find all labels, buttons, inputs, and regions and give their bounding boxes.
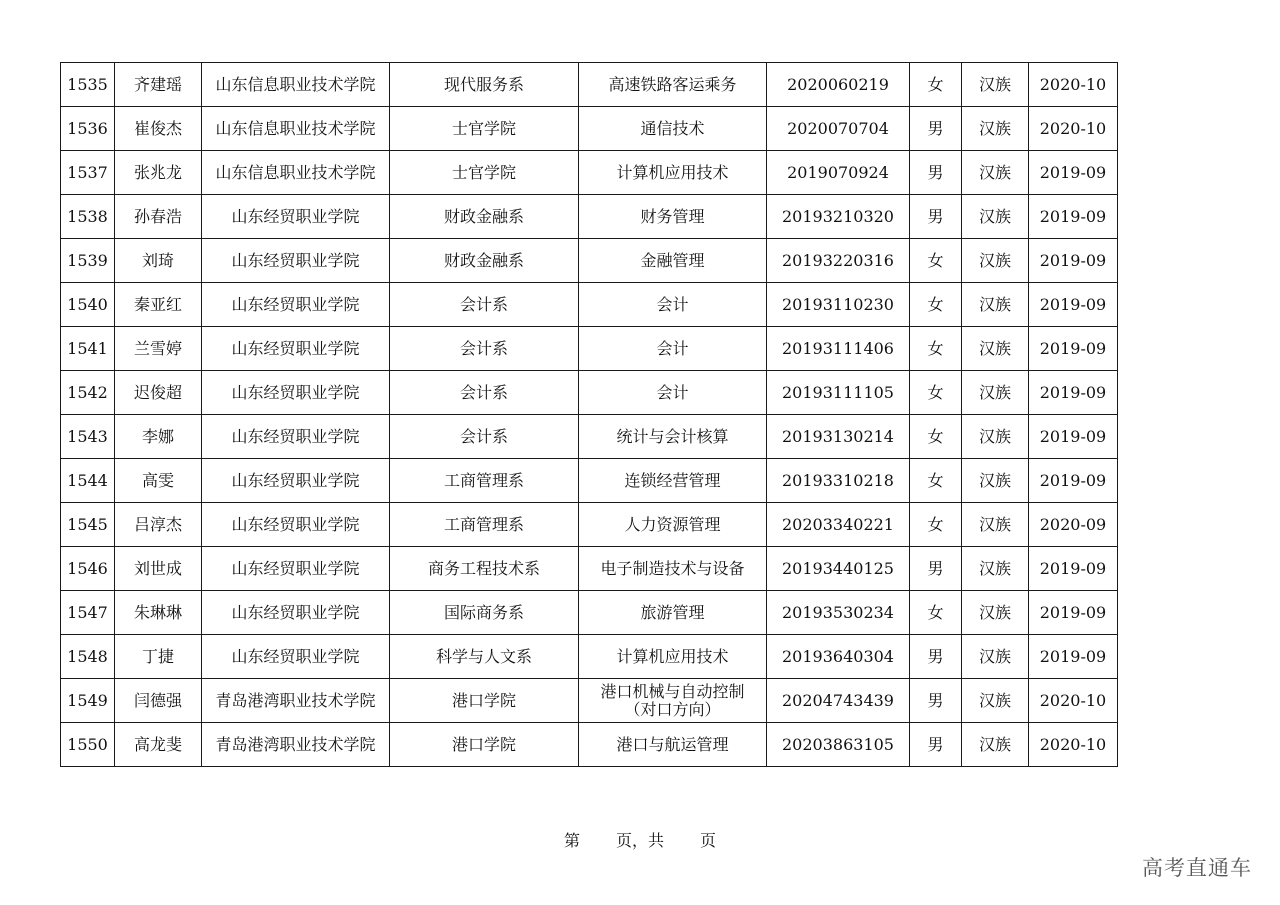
cell-name: 张兆龙 — [115, 151, 202, 195]
cell-seq: 1539 — [61, 239, 115, 283]
cell-enroll: 2020-10 — [1029, 107, 1118, 151]
cell-ethnicity: 汉族 — [962, 415, 1029, 459]
cell-ethnicity: 汉族 — [962, 591, 1029, 635]
cell-major: 连锁经营管理 — [579, 459, 767, 503]
cell-major: 人力资源管理 — [579, 503, 767, 547]
cell-ethnicity: 汉族 — [962, 195, 1029, 239]
cell-ethnicity: 汉族 — [962, 679, 1029, 723]
cell-seq: 1543 — [61, 415, 115, 459]
student-roster-table — [60, 62, 1118, 767]
cell-gender: 男 — [910, 679, 962, 723]
table-row — [61, 547, 1118, 591]
cell-gender: 女 — [910, 591, 962, 635]
cell-department: 会计系 — [390, 415, 579, 459]
cell-school: 山东信息职业技术学院 — [202, 107, 390, 151]
cell-department: 现代服务系 — [390, 63, 579, 107]
cell-enroll: 2019-09 — [1029, 591, 1118, 635]
cell-gender: 男 — [910, 151, 962, 195]
cell-gender: 女 — [910, 415, 962, 459]
cell-department: 工商管理系 — [390, 503, 579, 547]
cell-school: 山东经贸职业学院 — [202, 635, 390, 679]
page-footer — [0, 828, 1280, 851]
cell-gender: 女 — [910, 327, 962, 371]
cell-enroll: 2020-09 — [1029, 503, 1118, 547]
cell-name: 刘琦 — [115, 239, 202, 283]
cell-gender: 男 — [910, 547, 962, 591]
cell-enroll: 2019-09 — [1029, 371, 1118, 415]
cell-enroll: 2019-09 — [1029, 635, 1118, 679]
cell-gender: 男 — [910, 107, 962, 151]
cell-gender: 男 — [910, 195, 962, 239]
cell-name: 刘世成 — [115, 547, 202, 591]
cell-seq: 1550 — [61, 723, 115, 767]
cell-seq: 1546 — [61, 547, 115, 591]
cell-gender: 女 — [910, 239, 962, 283]
cell-major: 统计与会计核算 — [579, 415, 767, 459]
cell-department: 会计系 — [390, 283, 579, 327]
cell-gender: 女 — [910, 63, 962, 107]
cell-major: 会计 — [579, 327, 767, 371]
cell-enroll: 2020-10 — [1029, 723, 1118, 767]
cell-enroll: 2019-09 — [1029, 327, 1118, 371]
cell-school: 山东经贸职业学院 — [202, 195, 390, 239]
cell-gender: 男 — [910, 635, 962, 679]
cell-enroll: 2019-09 — [1029, 547, 1118, 591]
cell-school: 山东经贸职业学院 — [202, 239, 390, 283]
table-row — [61, 371, 1118, 415]
cell-student-id: 2020070704 — [767, 107, 910, 151]
cell-name: 孙春浩 — [115, 195, 202, 239]
cell-student-id: 20193110230 — [767, 283, 910, 327]
cell-name: 迟俊超 — [115, 371, 202, 415]
table-row — [61, 151, 1118, 195]
table-row — [61, 415, 1118, 459]
cell-student-id: 20204743439 — [767, 679, 910, 723]
cell-seq: 1544 — [61, 459, 115, 503]
cell-department: 港口学院 — [390, 679, 579, 723]
cell-department: 商务工程技术系 — [390, 547, 579, 591]
cell-name: 高龙斐 — [115, 723, 202, 767]
cell-department: 港口学院 — [390, 723, 579, 767]
cell-student-id: 20193111406 — [767, 327, 910, 371]
footer-middle: 页，共 — [615, 831, 664, 850]
cell-ethnicity: 汉族 — [962, 151, 1029, 195]
table-row — [61, 591, 1118, 635]
cell-seq: 1541 — [61, 327, 115, 371]
cell-major: 金融管理 — [579, 239, 767, 283]
cell-school: 山东经贸职业学院 — [202, 547, 390, 591]
cell-student-id: 20203340221 — [767, 503, 910, 547]
cell-seq: 1542 — [61, 371, 115, 415]
cell-major: 会计 — [579, 371, 767, 415]
cell-school: 山东经贸职业学院 — [202, 459, 390, 503]
cell-department: 会计系 — [390, 371, 579, 415]
cell-school: 山东经贸职业学院 — [202, 503, 390, 547]
cell-student-id: 20193440125 — [767, 547, 910, 591]
cell-name: 崔俊杰 — [115, 107, 202, 151]
cell-department: 国际商务系 — [390, 591, 579, 635]
cell-department: 士官学院 — [390, 151, 579, 195]
cell-student-id: 20193310218 — [767, 459, 910, 503]
cell-ethnicity: 汉族 — [962, 547, 1029, 591]
table-row — [61, 723, 1118, 767]
cell-name: 吕淳杰 — [115, 503, 202, 547]
cell-department: 工商管理系 — [390, 459, 579, 503]
cell-name: 闫德强 — [115, 679, 202, 723]
cell-name: 丁捷 — [115, 635, 202, 679]
cell-gender: 男 — [910, 723, 962, 767]
cell-school: 山东经贸职业学院 — [202, 415, 390, 459]
cell-student-id: 20193220316 — [767, 239, 910, 283]
table-row — [61, 679, 1118, 723]
cell-major: 计算机应用技术 — [579, 151, 767, 195]
cell-enroll: 2019-09 — [1029, 151, 1118, 195]
cell-student-id: 20203863105 — [767, 723, 910, 767]
cell-school: 青岛港湾职业技术学院 — [202, 679, 390, 723]
cell-major: 通信技术 — [579, 107, 767, 151]
cell-major: 计算机应用技术 — [579, 635, 767, 679]
cell-major-line: 港口机械与自动控制 — [600, 681, 745, 701]
cell-ethnicity: 汉族 — [962, 503, 1029, 547]
cell-school: 山东经贸职业学院 — [202, 591, 390, 635]
cell-student-id: 20193111105 — [767, 371, 910, 415]
cell-student-id: 20193530234 — [767, 591, 910, 635]
cell-department: 财政金融系 — [390, 195, 579, 239]
cell-gender: 女 — [910, 503, 962, 547]
cell-ethnicity: 汉族 — [962, 107, 1029, 151]
cell-ethnicity: 汉族 — [962, 371, 1029, 415]
table-row — [61, 63, 1118, 107]
cell-student-id: 20193210320 — [767, 195, 910, 239]
cell-seq: 1537 — [61, 151, 115, 195]
cell-seq: 1538 — [61, 195, 115, 239]
footer-suffix: 页 — [700, 831, 717, 850]
cell-name: 朱琳琳 — [115, 591, 202, 635]
table-row — [61, 503, 1118, 547]
cell-department: 科学与人文系 — [390, 635, 579, 679]
cell-student-id: 20193130214 — [767, 415, 910, 459]
cell-ethnicity: 汉族 — [962, 283, 1029, 327]
cell-school: 山东信息职业技术学院 — [202, 151, 390, 195]
cell-department: 会计系 — [390, 327, 579, 371]
cell-major: 财务管理 — [579, 195, 767, 239]
cell-ethnicity: 汉族 — [962, 239, 1029, 283]
cell-enroll: 2020-10 — [1029, 63, 1118, 107]
cell-department: 士官学院 — [390, 107, 579, 151]
cell-seq: 1535 — [61, 63, 115, 107]
table-row — [61, 635, 1118, 679]
table-row — [61, 327, 1118, 371]
cell-ethnicity: 汉族 — [962, 63, 1029, 107]
cell-name: 齐建瑶 — [115, 63, 202, 107]
watermark-text: 高考直通车 — [1142, 856, 1252, 880]
cell-gender: 女 — [910, 459, 962, 503]
cell-name: 兰雪婷 — [115, 327, 202, 371]
cell-student-id: 2020060219 — [767, 63, 910, 107]
cell-enroll: 2019-09 — [1029, 415, 1118, 459]
cell-name: 李娜 — [115, 415, 202, 459]
cell-major: 电子制造技术与设备 — [579, 547, 767, 591]
cell-seq: 1540 — [61, 283, 115, 327]
cell-seq: 1548 — [61, 635, 115, 679]
cell-gender: 女 — [910, 283, 962, 327]
cell-department: 财政金融系 — [390, 239, 579, 283]
cell-school: 山东信息职业技术学院 — [202, 63, 390, 107]
cell-major: 高速铁路客运乘务 — [579, 63, 767, 107]
cell-ethnicity: 汉族 — [962, 635, 1029, 679]
cell-school: 山东经贸职业学院 — [202, 283, 390, 327]
table-row — [61, 239, 1118, 283]
cell-school: 山东经贸职业学院 — [202, 327, 390, 371]
cell-school: 山东经贸职业学院 — [202, 371, 390, 415]
cell-ethnicity: 汉族 — [962, 327, 1029, 371]
cell-enroll: 2019-09 — [1029, 195, 1118, 239]
table-row — [61, 459, 1118, 503]
cell-ethnicity: 汉族 — [962, 723, 1029, 767]
roster-body — [61, 63, 1118, 767]
cell-enroll: 2020-10 — [1029, 679, 1118, 723]
cell-gender: 女 — [910, 371, 962, 415]
cell-name: 高雯 — [115, 459, 202, 503]
cell-student-id: 20193640304 — [767, 635, 910, 679]
cell-seq: 1547 — [61, 591, 115, 635]
cell-major-note: （对口方向） — [624, 699, 721, 719]
cell-major — [579, 679, 767, 723]
table-row — [61, 283, 1118, 327]
table-row — [61, 195, 1118, 239]
cell-enroll: 2019-09 — [1029, 239, 1118, 283]
cell-enroll: 2019-09 — [1029, 283, 1118, 327]
table-row — [61, 107, 1118, 151]
cell-name: 秦亚红 — [115, 283, 202, 327]
cell-major: 会计 — [579, 283, 767, 327]
cell-school: 青岛港湾职业技术学院 — [202, 723, 390, 767]
cell-student-id: 2019070924 — [767, 151, 910, 195]
cell-major: 旅游管理 — [579, 591, 767, 635]
cell-seq: 1549 — [61, 679, 115, 723]
cell-ethnicity: 汉族 — [962, 459, 1029, 503]
cell-major: 港口与航运管理 — [579, 723, 767, 767]
cell-seq: 1536 — [61, 107, 115, 151]
cell-seq: 1545 — [61, 503, 115, 547]
footer-prefix: 第 — [563, 831, 580, 850]
cell-enroll: 2019-09 — [1029, 459, 1118, 503]
